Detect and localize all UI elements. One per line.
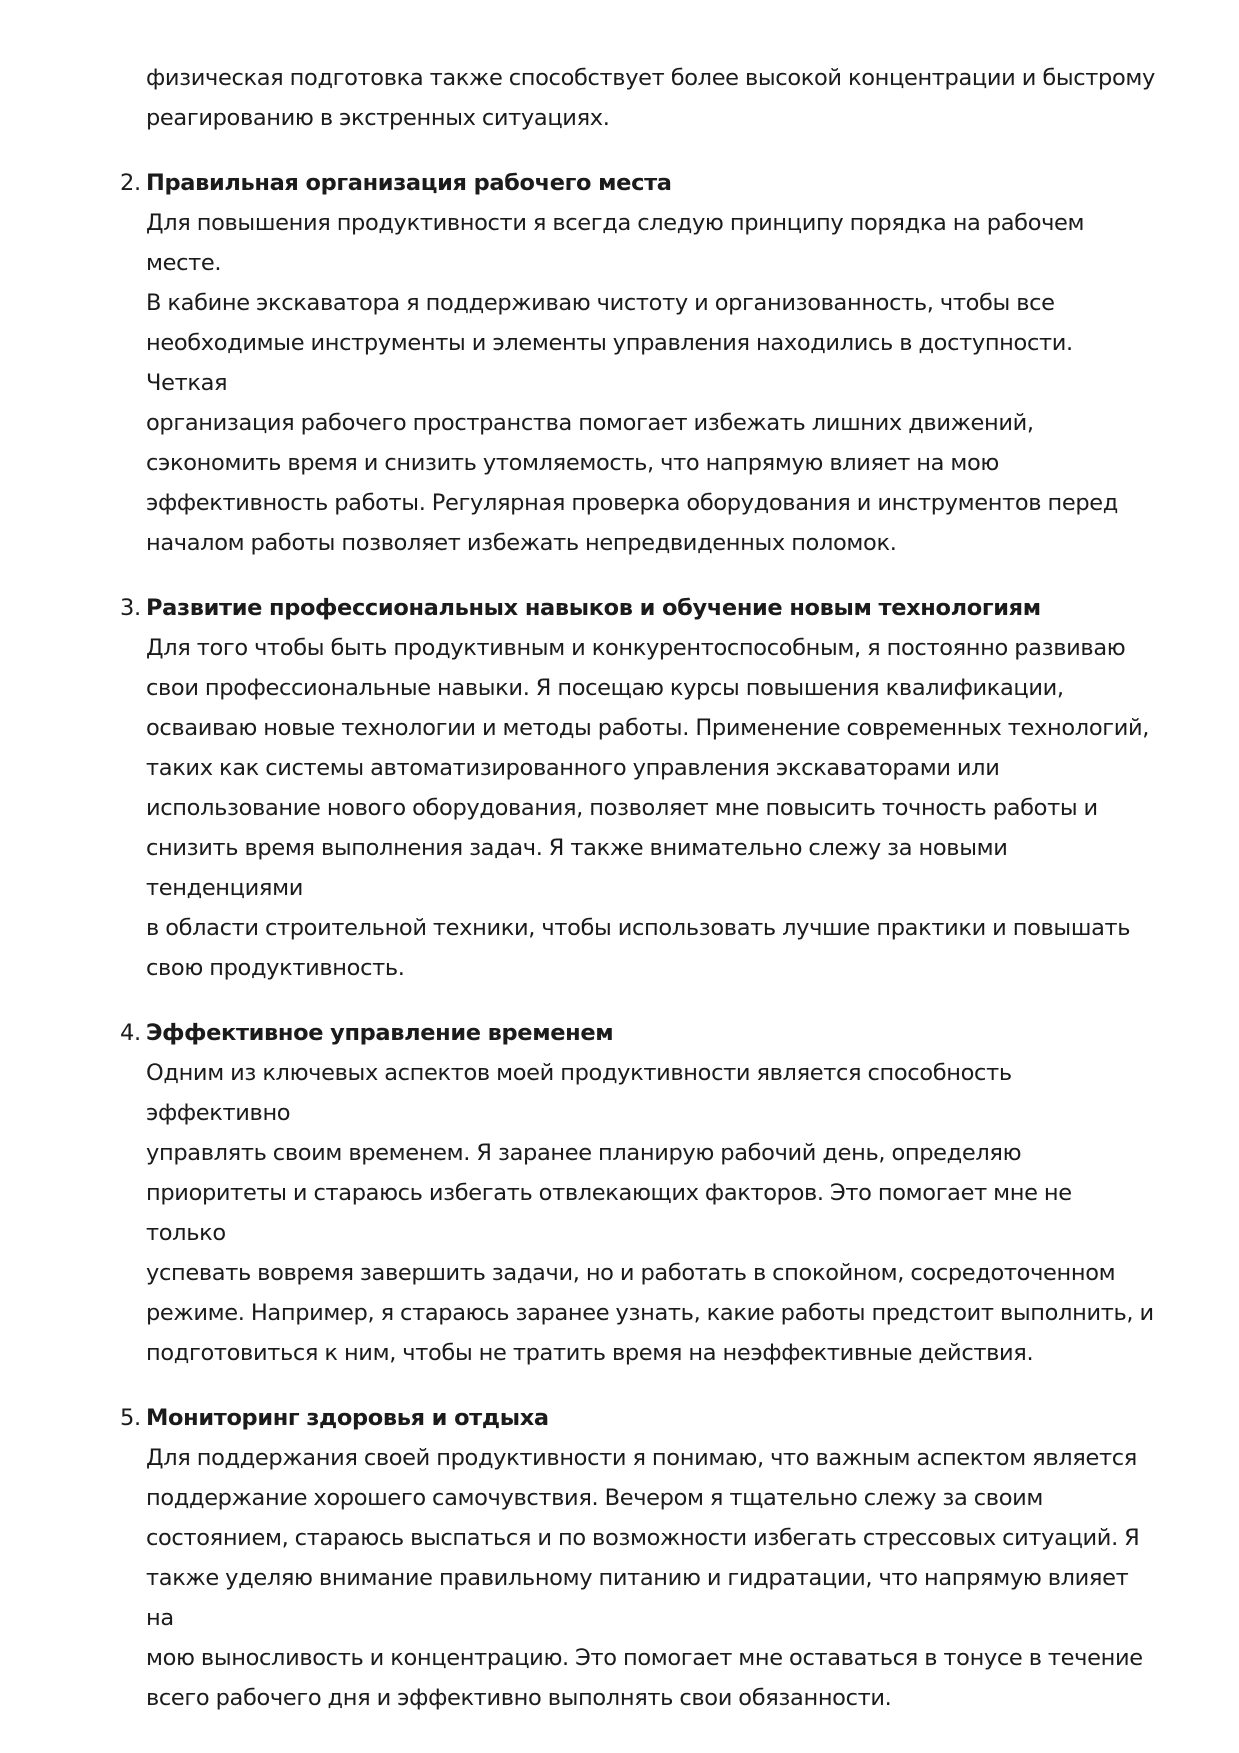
list-item-title: Мониторинг здоровья и отдыха: [146, 1405, 549, 1431]
list-item-line: подготовиться к ним, чтобы не тратить время на неэффективные действия.: [146, 1340, 1034, 1366]
list-item-number: 5.: [120, 1405, 141, 1431]
list-item-heading: [120, 1398, 1156, 1438]
list-item-line: состоянием, стараюсь выспаться и по возможности избегать стрессовых ситуаций. Я: [146, 1525, 1140, 1551]
list-item-line: управлять своим временем. Я заранее планирую рабочий день, определяю: [146, 1140, 1022, 1166]
list-item-line: поддержание хорошего самочувствия. Вечером я тщательно слежу за своим: [146, 1485, 1044, 1511]
list-item-line: использование нового оборудования, позволяет мне повысить точность работы и: [146, 795, 1098, 821]
list-item-line: сэкономить время и снизить утомляемость, что напрямую влияет на мою: [146, 450, 1000, 476]
intro-paragraph: [146, 58, 1156, 138]
list-item-line: таких как системы автоматизированного управления экскаваторами или: [146, 755, 1000, 781]
list-item-heading: [120, 588, 1156, 628]
list-item-line: необходимые инструменты и элементы управления находились в доступности. Четкая: [146, 330, 1073, 396]
list-item-heading: [120, 1013, 1156, 1053]
list-item-line: эффективность работы. Регулярная проверка оборудования и инструментов перед: [146, 490, 1118, 516]
list-item-line: в области строительной техники, чтобы использовать лучшие практики и повышать: [146, 915, 1131, 941]
document-content: [120, 58, 1156, 1718]
list-item-5: [120, 1398, 1156, 1718]
list-item-title: Развитие профессиональных навыков и обучение новым технологиям: [146, 595, 1041, 621]
list-item-line: Одним из ключевых аспектов моей продуктивности является способность эффективно: [146, 1060, 1012, 1126]
intro-line: реагированию в экстренных ситуациях.: [146, 105, 610, 131]
list-item-line: Для поддержания своей продуктивности я понимаю, что важным аспектом является: [146, 1445, 1137, 1471]
list-item-line: началом работы позволяет избежать непредвиденных поломок.: [146, 530, 897, 556]
list-item-line: Для повышения продуктивности я всегда следую принципу порядка на рабочем месте.: [146, 210, 1085, 276]
list-item-title: Эффективное управление временем: [146, 1020, 614, 1046]
list-item-line: всего рабочего дня и эффективно выполнять свои обязанности.: [146, 1685, 892, 1711]
list-item-number: 4.: [120, 1020, 141, 1046]
list-item-number: 3.: [120, 595, 141, 621]
list-item-line: режиме. Например, я стараюсь заранее узнать, какие работы предстоит выполнить, и: [146, 1300, 1154, 1326]
list-item-line: приоритеты и стараюсь избегать отвлекающих факторов. Это помогает мне не только: [146, 1180, 1072, 1246]
list-item-line: мою выносливость и концентрацию. Это помогает мне оставаться в тонусе в течение: [146, 1645, 1143, 1671]
list-item-line: успевать вовремя завершить задачи, но и работать в спокойном, сосредоточенном: [146, 1260, 1116, 1286]
list-item-title: Правильная организация рабочего места: [146, 170, 672, 196]
list-item-2: [120, 163, 1156, 563]
list-item-line: свою продуктивность.: [146, 955, 405, 981]
intro-line: физическая подготовка также способствует более высокой концентрации и быстрому: [146, 65, 1155, 91]
list-item-heading: [120, 163, 1156, 203]
list-item-line: Для того чтобы быть продуктивным и конкурентоспособным, я постоянно развиваю: [146, 635, 1126, 661]
list-item-3: [120, 588, 1156, 988]
list-item-line: также уделяю внимание правильному питанию и гидратации, что напрямую влияет на: [146, 1565, 1129, 1631]
list-item-line: снизить время выполнения задач. Я также внимательно слежу за новыми тенденциями: [146, 835, 1008, 901]
list-item-number: 2.: [120, 170, 141, 196]
list-item-line: осваиваю новые технологии и методы работы. Применение современных технологий,: [146, 715, 1150, 741]
list-item-line: В кабине экскаватора я поддерживаю чистоту и организованность, чтобы все: [146, 290, 1055, 316]
list-item-4: [120, 1013, 1156, 1373]
list-item-line: организация рабочего пространства помогает избежать лишних движений,: [146, 410, 1034, 436]
list-item-line: свои профессиональные навыки. Я посещаю курсы повышения квалификации,: [146, 675, 1064, 701]
